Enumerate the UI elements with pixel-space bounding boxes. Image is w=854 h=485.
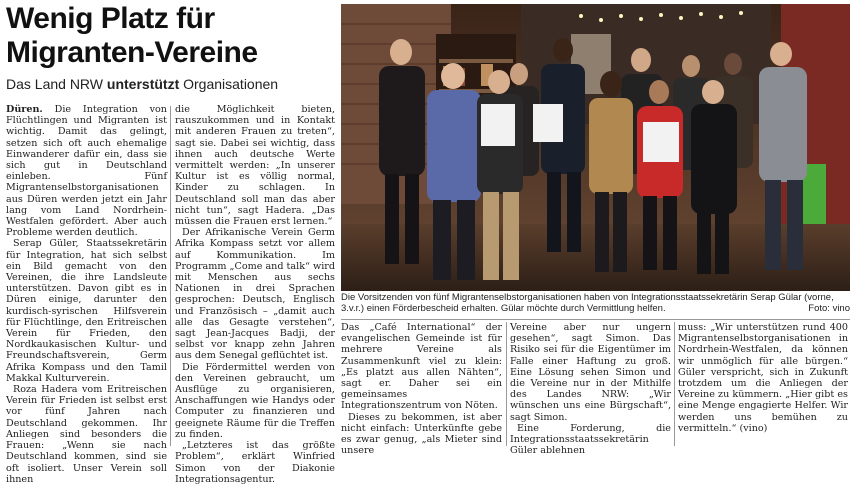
paragraph: die Möglichkeit bieten, rauszukommen und in Kontakt mit anderen Frauen zu treten“, sagt sie. Dabei sei wichtig, dass ihnen auch deutsche Werte vermittelt werden: „In unserer Kultur ist es völlig normal, Kinder zu schlagen. In Deutschland soll man das aber nicht tun“, sagt Hadera. „Das müssen die Frauen erst lernen.“: [175, 104, 335, 228]
paragraph: [6, 104, 167, 238]
subheadline-post: Organisationen: [179, 76, 279, 92]
article-column-2: [175, 104, 335, 485]
paragraph: Der Afrikanische Verein Germ Afrika Kompass setzt vor allem auf Kommunikation. Im Programm „Come and talk“ wird mit Menschen aus sechs Nationen in drei Sprachen gesprochen: Deutsch, Englisch und Französisch – „damit auch alle das Gesagte verstehen“, sagt Jean-Jacques Badji, der selbst vor knapp zehn Jahren aus dem Senegal geflüchtet ist.: [175, 227, 335, 362]
paragraph: Vereine aber nur ungern gesehen“, sagt Simon. Das Risiko sei für die Eigentümer im Falle einer Haftung zu groß. Eine Lösung sehen Simon und die Vereine nur in der Mithilfe des Landes NRW: „Wir wünschen uns eine Bürgschaft“, sagt Simon.: [510, 322, 671, 423]
paragraph: „Letzteres ist das größte Problem“, erklärt Winfried Simon von der Diakonie Integrationsagentur.: [175, 440, 335, 485]
paragraph: Die Fördermittel werden von den Vereinen gebraucht, um Ausflüge zu organisieren, Anschaffungen wie Handys oder Computer zu finanzieren und geeignete Räume für die Treffen zu finden.: [175, 361, 335, 440]
headline-line-1: Wenig Platz für: [6, 2, 215, 35]
paragraph-text: Die Integration von Flüchtlingen und Migranten ist wichtig. Damit das gelingt, setzen sich oft auch ehemalige Einwanderer dafür ein, dass sie sich gut in Deutschland einleben. Fünf Migrantenselbstorganisationen aus Düren werden jetzt ein Jahr lang vom Land Nordrhein-Westfalen gefördert. Aber auch Probleme werden deutlich.: [6, 104, 167, 239]
headline-line-2: Migranten-Vereine: [6, 36, 258, 69]
photo-caption: [341, 292, 850, 314]
paragraph: muss: „Wir unterstützen rund 400 Migrantenselbstorganisationen in Nordrhein-Westfalen, da können wir unmöglich für alle bürgen.“ Güler verspricht, sich in Zukunft trotzdem um die Anliegen der Vereine zu kümmern. „Hier gibt es eine Menge engagierte Helfer. Wir werden uns bemühen zu vermitteln.“ (vino): [678, 322, 848, 434]
paragraph: Dieses zu bekommen, ist aber nicht einfach: Unterkünfte gebe es zwar genug, „als Mieter sind unsere: [341, 411, 502, 457]
paragraph: Roza Hadera vom Eritreischen Verein für Frieden ist selbst erst vor fünf Jahren nach Deutschland gekommen. Ihr Anliegen sind besonders die Frauen: „Wenn sie nach Deutschland kommen, sind sie oft isoliert. Unser Verein soll ihnen: [6, 384, 167, 485]
subheadline: [6, 76, 336, 92]
dateline: Düren.: [6, 104, 43, 115]
caption-divider: [341, 319, 850, 320]
article-column-1: [6, 104, 167, 485]
subheadline-bold: unterstützt: [106, 76, 180, 92]
subheadline-pre: Das Land NRW: [6, 76, 107, 92]
article-column-4: [510, 322, 671, 457]
group-photo: [341, 4, 850, 291]
paragraph: Das „Café International“ der evangelischen Gemeinde ist für mehrere Vereine als Zusammenkunft viel zu klein: „Es platzt aus allen Nähten“, sagt er. Daher sei ein gemeinsames Integrationszentrum von Nöten.: [341, 322, 502, 412]
paragraph: Eine Forderung, die Integrationsstaatssekretärin Güler ablehnen: [510, 422, 671, 457]
column-divider: [170, 106, 171, 446]
group-photo-image: [341, 4, 850, 291]
headline: [6, 2, 336, 70]
column-divider: [506, 322, 507, 446]
column-divider: [674, 322, 675, 446]
article-column-5: [678, 322, 848, 448]
paragraph: Serap Güler, Staatssekretärin für Integration, hat sich selbst ein Bild gemacht von den Vereinen, die ihre Landsleute unterstützen. Davon gibt es in Düren einige, darunter den kurdisch-syrischen Hilfsverein für Flüchtlinge, den Eritreischen Verein für Frieden, den Nordkaukasischen Kultur- und Freundschaftsverein, Germ Afrika Kompass und den Tamil Makkal Kulturverein.: [6, 238, 167, 384]
article-column-3: [341, 322, 502, 457]
caption-text: Die Vorsitzenden von fünf Migrantenselbstorganisationen haben von Integrationsstaatssekretärin Serap Gülar (vorne, 3.v.r.) einen Förderbescheid erhalten. Gülar möchte durch Vermittlung helfen.: [341, 292, 834, 314]
photo-credit: Foto: vino: [808, 303, 850, 314]
